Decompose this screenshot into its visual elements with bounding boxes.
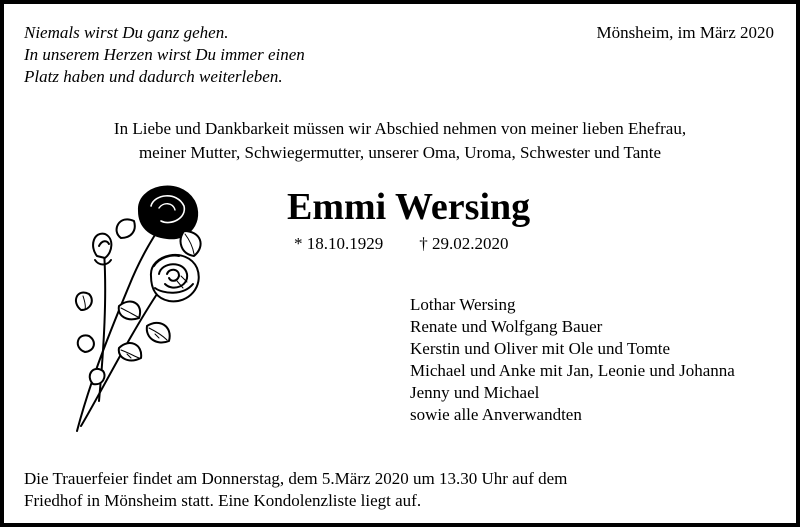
poem-line: Niemals wirst Du ganz gehen.	[24, 23, 229, 42]
mourner-entry: Kerstin und Oliver mit Ole und Tomte	[410, 339, 671, 358]
poem-line: Platz haben und dadurch weiterleben.	[24, 67, 283, 86]
mourner-entry: Michael und Anke mit Jan, Leonie und Johanna	[410, 361, 735, 380]
death-date: † 29.02.2020	[419, 234, 509, 253]
intro-line: meiner Mutter, Schwiegermutter, unserer Oma, Uroma, Schwester und Tante	[138, 143, 662, 162]
notice-line: Friedhof in Mönsheim statt. Eine Kondolenzliste liegt auf.	[24, 491, 422, 510]
deceased-name: Emmi Wersing	[287, 186, 531, 228]
mourner-entry: Jenny und Michael	[410, 383, 540, 402]
birth-date: * 18.10.1929	[294, 234, 384, 253]
mourner-entry: sowie alle Anverwandten	[410, 405, 582, 424]
place-and-date: Mönsheim, im März 2020	[596, 23, 774, 42]
funeral-notice	[24, 468, 567, 512]
intro-text	[4, 117, 796, 165]
intro-line: In Liebe und Dankbarkeit müssen wir Abschied nehmen von meiner lieben Ehefrau,	[113, 119, 687, 138]
mourner-entry: Renate und Wolfgang Bauer	[410, 317, 603, 336]
mourner-entry: Lothar Wersing	[410, 295, 516, 314]
notice-line: Die Trauerfeier findet am Donnerstag, dem 5.März 2020 um 13.30 Uhr auf dem	[24, 469, 568, 488]
poem-line: In unserem Herzen wirst Du immer einen	[24, 45, 305, 64]
life-dates	[294, 233, 509, 255]
rose-illustration-icon	[59, 176, 209, 438]
memorial-poem	[24, 22, 305, 88]
mourners-list	[410, 294, 735, 426]
